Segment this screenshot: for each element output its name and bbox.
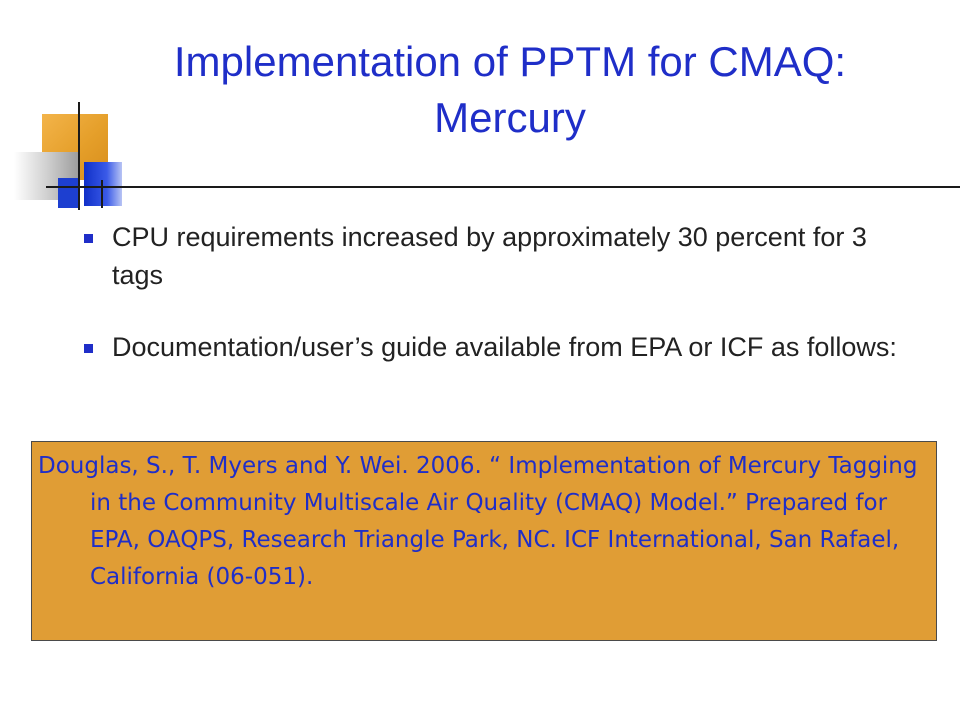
bullet-text: CPU requirements increased by approximately 30 percent for 3 tags (112, 222, 867, 290)
citation-box (31, 441, 937, 641)
logo-vertical-line-short (101, 180, 103, 208)
citation-text: Douglas, S., T. Myers and Y. Wei. 2006. “ Implementation of Mercury Tagging in the Community Multiscale Air Quality (CMAQ) Model.” Prepared for EPA, OAQPS, Research Triangle Park, NC. ICF International, San Rafael, California (06-051). (38, 453, 918, 590)
bullet-list (84, 218, 904, 400)
bullet-square-icon (84, 234, 93, 243)
bullet-item (84, 218, 904, 294)
title-divider (46, 186, 960, 188)
logo-blue-square-small (58, 178, 80, 208)
bullet-square-icon (84, 344, 93, 353)
logo-blue-square-large (84, 162, 122, 206)
logo-vertical-line (78, 102, 80, 210)
bullet-text: Documentation/user’s guide available from EPA or ICF as follows: (112, 332, 897, 362)
bullet-item (84, 328, 904, 366)
slide-title: Implementation of PPTM for CMAQ: Mercury (173, 38, 847, 141)
